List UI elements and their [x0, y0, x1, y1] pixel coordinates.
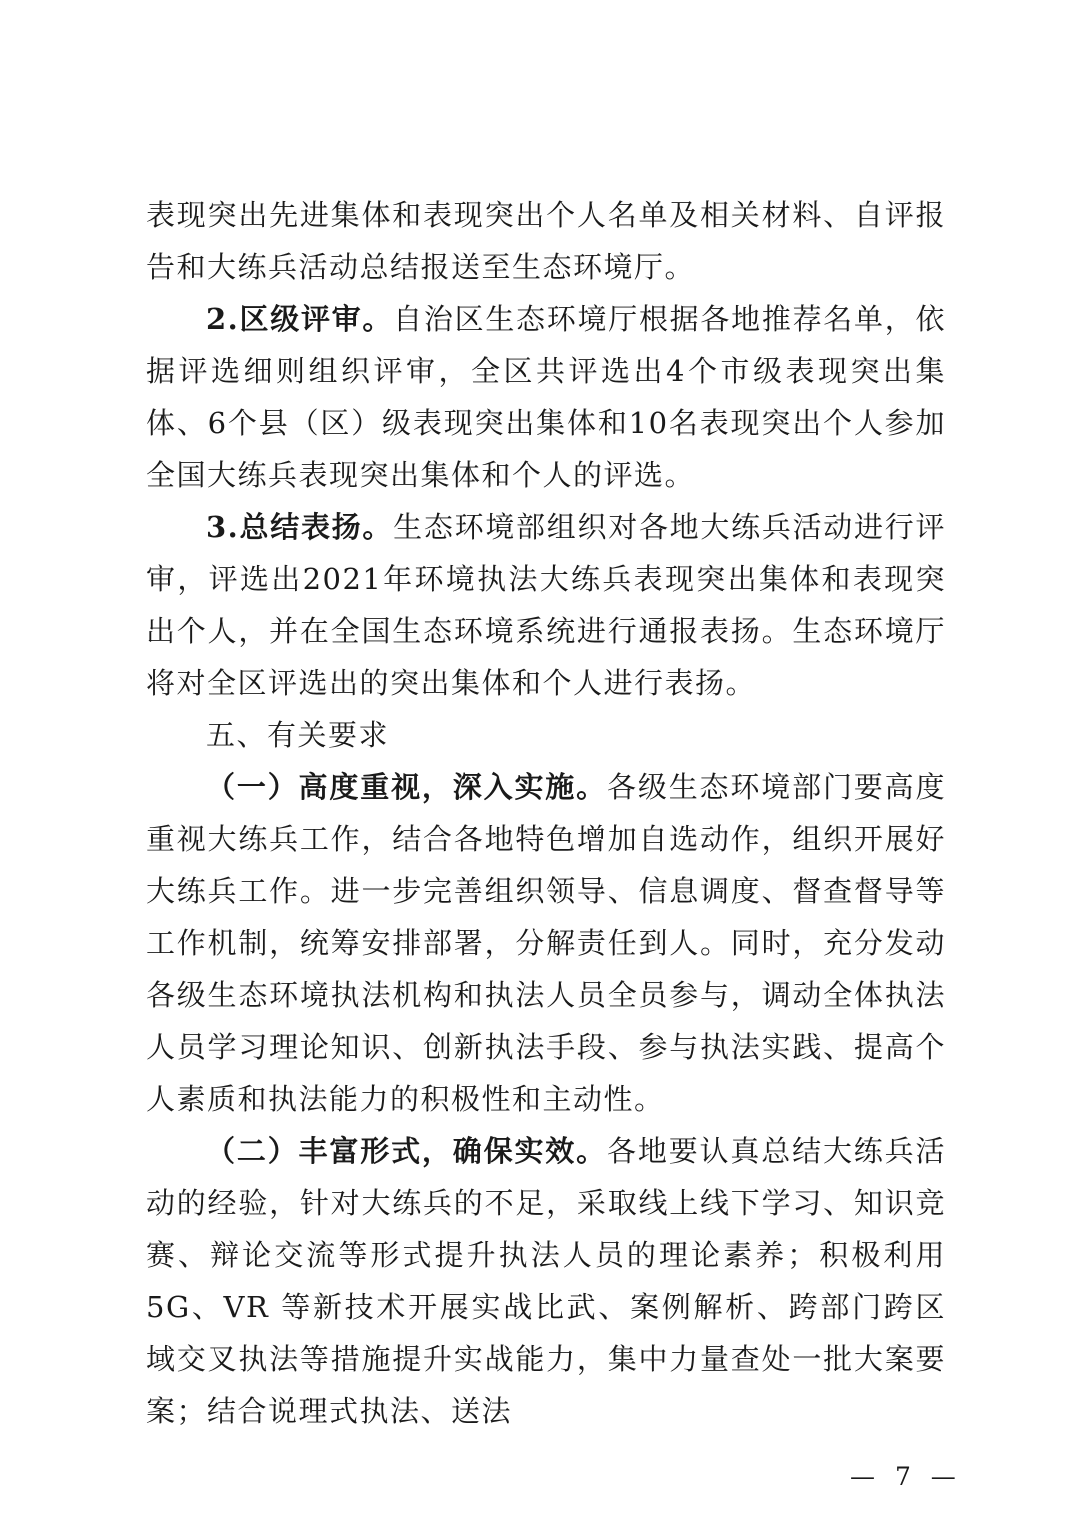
paragraph-lead: （二）丰富形式，确保实效。 [206, 1134, 608, 1168]
paragraph-requirement-1 [146, 761, 946, 1125]
paragraph-requirement-2 [146, 1125, 946, 1437]
paragraph-text: 生态环境部组织对各地大练兵活动进行评审，评选出2021年环境执法大练兵表现突出集体和表现突出个人，并在全国生态环境系统进行通报表扬。生态环境厅将对全区评选出的突出集体和个人进行表扬。 [146, 510, 946, 700]
paragraph-lead: （一）高度重视，深入实施。 [206, 770, 608, 804]
paragraph-text: 各地要认真总结大练兵活动的经验，针对大练兵的不足，采取线上线下学习、知识竞赛、辩论交流等形式提升执法人员的理论素养；积极利用 5G、VR 等新技术开展实战比武、案例解析、跨部门跨区域交叉执法等措施提升实战能力，集中力量查处一批大案要案；结合说理式执法、送法 [146, 1134, 946, 1428]
page-number: — 7 — [850, 1462, 962, 1491]
paragraph-continuation [146, 189, 946, 293]
paragraph-text: 各级生态环境部门要高度重视大练兵工作，结合各地特色增加自选动作，组织开展好大练兵工作。进一步完善组织领导、信息调度、督查督导等工作机制，统筹安排部署，分解责任到人。同时，充分发动各级生态环境执法机构和执法人员全员参与，调动全体执法人员学习理论知识、创新执法手段、参与执法实践、提高个人素质和执法能力的积极性和主动性。 [146, 770, 946, 1116]
paragraph-text: 自治区生态环境厅根据各地推荐名单，依据评选细则组织评审，全区共评选出4个市级表现突出集体、6个县（区）级表现突出集体和10名表现突出个人参加全国大练兵表现突出集体和个人的评选。 [146, 302, 946, 492]
document-body [146, 189, 946, 1437]
paragraph-text: 表现突出先进集体和表现突出个人名单及相关材料、自评报告和大练兵活动总结报送至生态环境厅。 [146, 198, 946, 284]
section-heading [146, 709, 946, 761]
paragraph-summary-commendation [146, 501, 946, 709]
paragraph-district-review [146, 293, 946, 501]
paragraph-lead: 2.区级评审。 [206, 302, 394, 336]
section-heading-text: 五、有关要求 [206, 718, 390, 752]
paragraph-lead: 3.总结表扬。 [206, 510, 394, 544]
